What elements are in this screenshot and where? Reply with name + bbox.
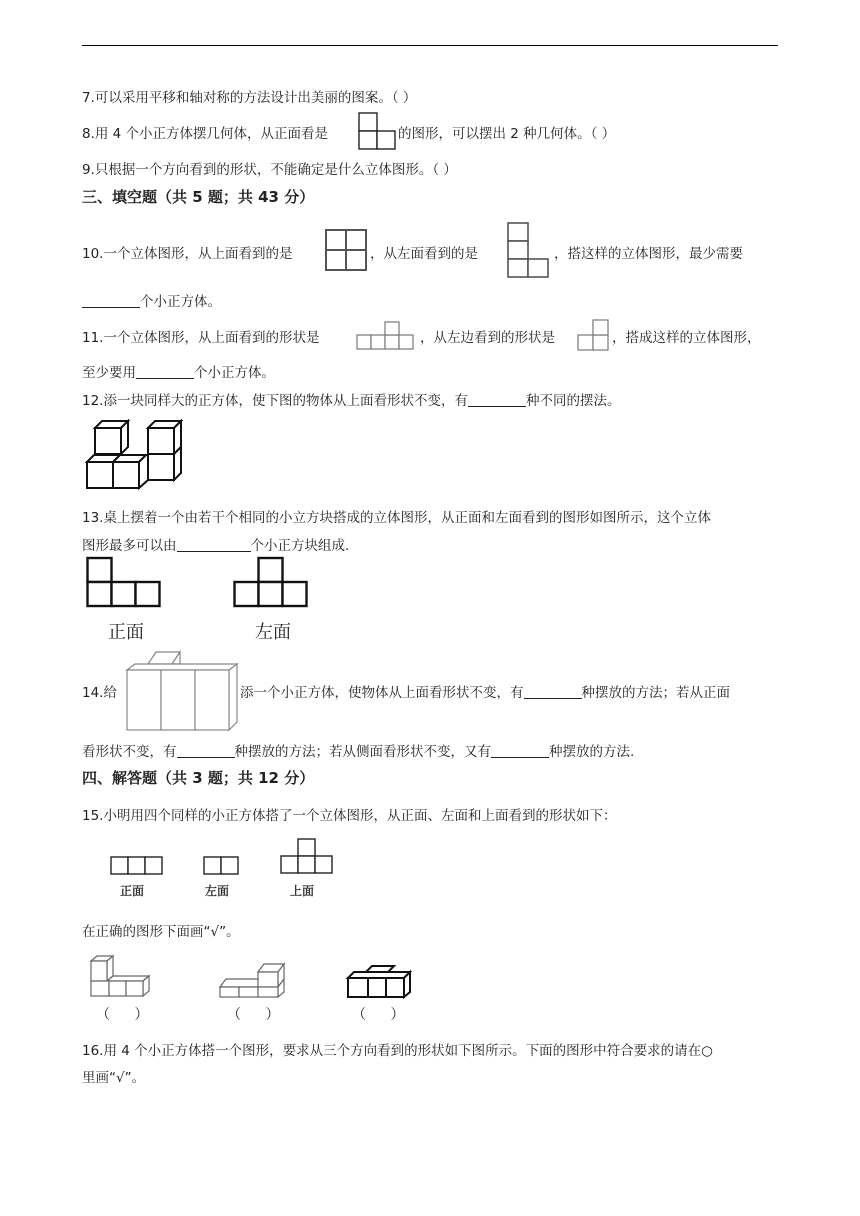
q15-top-caption: 上面 (290, 884, 315, 898)
q13-left-caption: 左面 (255, 622, 291, 643)
question-11-part-c: ，搭成这样的立体图形， (612, 330, 761, 346)
q15-option-3-paren[interactable]: （ ） (352, 1007, 415, 1023)
q15-option-1-figure (88, 955, 154, 999)
question-15-part-a: 15.小明用四个同样的小正方体搭了一个立体图形，从正面、左面和上面看到的形状如下： (82, 808, 617, 824)
q14-answer-blank-2[interactable] (177, 743, 235, 758)
q11-left-view-figure (577, 319, 611, 353)
q15-option-2-paren[interactable]: （ ） (227, 1007, 290, 1023)
question-8-part-a: 8.用 4 个小正方体摆几何体，从正面看是 (82, 126, 329, 142)
q13-answer-blank[interactable] (177, 537, 251, 552)
q15-left-view-figure (203, 856, 243, 876)
q15-top-view-figure (280, 838, 336, 876)
q8-front-view-figure (358, 112, 398, 150)
q15-option-2-figure (218, 962, 290, 1002)
question-12-line: 12.添一块同样大的正方体，使下图的物体从上面看形状不变，有 种不同的摆法。 (82, 393, 621, 409)
question-16-part-a: 16.用 4 个小正方体搭一个图形，要求从三个方向看到的形状如下图所示。下面的图形中符合要求的请在○ (82, 1043, 713, 1059)
q12-cube-stack-figure (86, 419, 182, 489)
q13-left-view-figure (233, 556, 309, 610)
question-10-part-c: ，搭这样的立体图形，最少需要 (554, 246, 743, 262)
q14-answer-blank-1[interactable] (524, 684, 582, 699)
q13-front-view-figure (86, 556, 162, 610)
q15-left-caption: 左面 (205, 884, 230, 898)
q10-answer-blank[interactable] (82, 293, 140, 308)
header-rule (82, 45, 778, 46)
q13-front-caption: 正面 (108, 622, 144, 643)
section-3-heading: 三、填空题（共 5 题；共 43 分） (82, 188, 315, 206)
question-10-answer-line: 个小正方体。 (82, 290, 221, 310)
question-16-part-b: 里画“√”。 (82, 1070, 146, 1086)
question-15-part-b: 在正确的图形下面画“√”。 (82, 924, 240, 940)
q11-answer-blank[interactable] (136, 364, 194, 379)
question-9: 9.只根据一个方向看到的形状，不能确定是什么立体图形。（ ） (82, 162, 457, 178)
question-14-part-a: 14.给 (82, 685, 117, 701)
question-11-answer-line: 至少要用 个小正方体。 (82, 365, 275, 381)
question-8-part-b: 的图形，可以摆出 2 种几何体。（ ） (398, 126, 616, 142)
section-4-heading: 四、解答题（共 3 题；共 12 分） (82, 769, 315, 787)
q15-front-caption: 正面 (120, 884, 145, 898)
q11-top-view-figure (356, 321, 416, 351)
question-14-line-2: 看形状不变，有 种摆放的方法；若从侧面看形状不变，又有 种摆放的方法. (82, 744, 635, 760)
q10-top-view-figure (325, 229, 369, 273)
question-7: 7.可以采用平移和轴对称的方法设计出美丽的图案。（ ） (82, 90, 417, 106)
q10-left-view-figure (507, 222, 553, 280)
q15-front-view-figure (110, 856, 166, 876)
question-13-answer-line: 图形最多可以由 个小正方块组成. (82, 538, 350, 554)
q15-option-1-paren[interactable]: （ ） (96, 1007, 159, 1023)
q14-cube-figure (126, 650, 240, 732)
q12-answer-blank[interactable] (468, 392, 526, 407)
question-11-part-b: ，从左边看到的形状是 (420, 330, 555, 346)
question-14-line-1: 添一个小正方体，使物体从上面看形状不变，有 种摆放的方法；若从正面 (240, 685, 730, 701)
question-11-part-a: 11.一个立体图形，从上面看到的形状是 (82, 330, 320, 346)
q15-option-3-figure (346, 962, 418, 1002)
q14-answer-blank-3[interactable] (491, 743, 549, 758)
question-10-part-a: 10.一个立体图形，从上面看到的是 (82, 246, 293, 262)
question-10-part-b: ，从左面看到的是 (370, 246, 478, 262)
question-13-part-a: 13.桌上摆着一个由若干个相同的小立方块搭成的立体图形，从正面和左面看到的图形如图所示，这个立体 (82, 510, 711, 526)
